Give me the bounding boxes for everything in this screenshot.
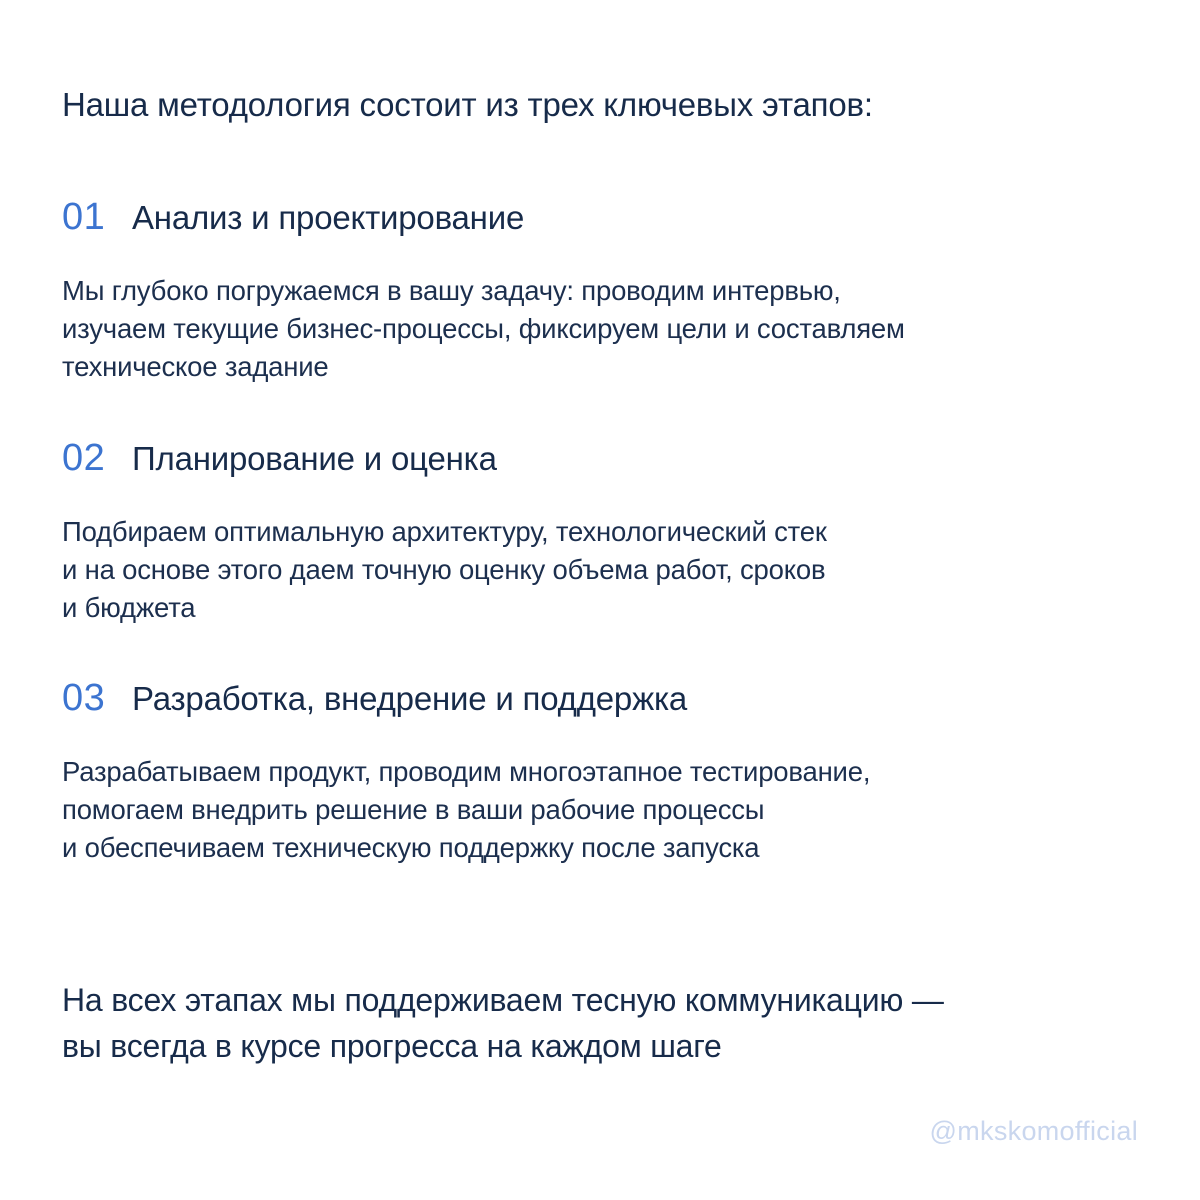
closing-line: вы всегда в курсе прогресса на каждом шаге [62, 1028, 722, 1064]
step-header [62, 677, 870, 729]
step-title: Разработка, внедрение и поддержка [132, 680, 688, 717]
step-description-line: техническое задание [62, 351, 329, 382]
intro-heading: Наша методология состоит из трех ключевых этапов: [62, 86, 873, 123]
step-number: 01 [62, 196, 106, 238]
step-description-line: помогаем внедрить решение в ваши рабочие процессы [62, 794, 765, 825]
step-title: Планирование и оценка [132, 440, 497, 477]
step-description-line: изучаем текущие бизнес-процессы, фиксируем цели и составляем [62, 313, 905, 344]
step-header [62, 196, 905, 248]
step-description [62, 753, 870, 867]
step-3 [62, 677, 870, 867]
step-description-line: Мы глубоко погружаемся в вашу задачу: проводим интервью, [62, 275, 841, 306]
step-description [62, 513, 827, 627]
step-2 [62, 437, 827, 627]
closing-statement [62, 977, 944, 1069]
step-description-line: Подбираем оптимальную архитектуру, технологический стек [62, 516, 827, 547]
step-description-line: Разрабатываем продукт, проводим многоэтапное тестирование, [62, 756, 871, 787]
account-handle-watermark: @mkskomofficial [929, 1116, 1138, 1146]
step-description-line: и обеспечиваем техническую поддержку после запуска [62, 832, 760, 863]
step-description [62, 272, 905, 386]
step-number: 02 [62, 437, 106, 479]
step-number: 03 [62, 677, 106, 719]
step-description-line: и бюджета [62, 592, 196, 623]
step-1 [62, 196, 905, 386]
step-description-line: и на основе этого даем точную оценку объема работ, сроков [62, 554, 826, 585]
closing-line: На всех этапах мы поддерживаем тесную коммуникацию — [62, 982, 944, 1018]
step-header [62, 437, 827, 489]
step-title: Анализ и проектирование [132, 199, 525, 236]
